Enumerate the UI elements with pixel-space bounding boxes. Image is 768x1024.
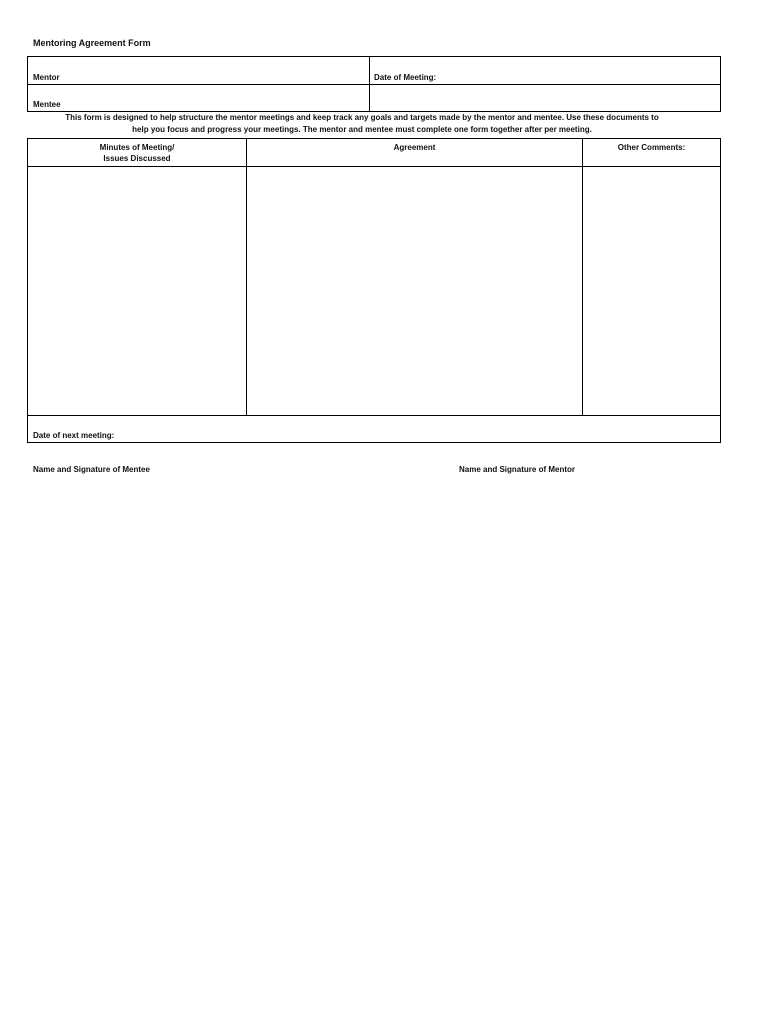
mentee-field[interactable] — [28, 85, 370, 111]
mentee-signature-label: Name and Signature of Mentee — [33, 465, 150, 474]
mentor-signature-label: Name and Signature of Mentor — [459, 465, 576, 474]
meeting-table — [27, 138, 721, 443]
minutes-header-line-2: Issues Discussed — [103, 154, 171, 163]
agreement-column-header — [247, 139, 583, 167]
comments-column-header — [583, 139, 720, 167]
agreement-input-area[interactable] — [247, 167, 583, 415]
participant-table — [27, 56, 721, 112]
form-title: Mentoring Agreement Form — [33, 38, 151, 48]
minutes-header-line-1: Minutes of Meeting/ — [99, 143, 175, 152]
next-meeting-field[interactable] — [28, 415, 720, 442]
mentee-side-empty-cell[interactable] — [370, 85, 720, 111]
date-of-meeting-field[interactable] — [370, 57, 720, 85]
agreement-header-label: Agreement — [393, 143, 436, 152]
instructions-line-2: help you focus and progress your meetings. The mentor and mentee must complete one form together after per meeting. — [132, 125, 592, 134]
minutes-column-header — [28, 139, 247, 167]
minutes-input-area[interactable] — [28, 167, 247, 415]
date-of-meeting-label: Date of Meeting: — [374, 73, 437, 82]
instructions-text — [30, 112, 694, 136]
comments-header-label: Other Comments: — [617, 143, 686, 152]
mentor-field[interactable] — [28, 57, 370, 85]
instructions-line-1: This form is designed to help structure the mentor meetings and keep track any goals and targets made by the mentor and mentee. Use these documents to — [65, 113, 659, 122]
next-meeting-label: Date of next meeting: — [33, 431, 115, 440]
comments-input-area[interactable] — [583, 167, 720, 415]
mentee-label: Mentee — [33, 100, 61, 109]
mentor-label: Mentor — [33, 73, 60, 82]
